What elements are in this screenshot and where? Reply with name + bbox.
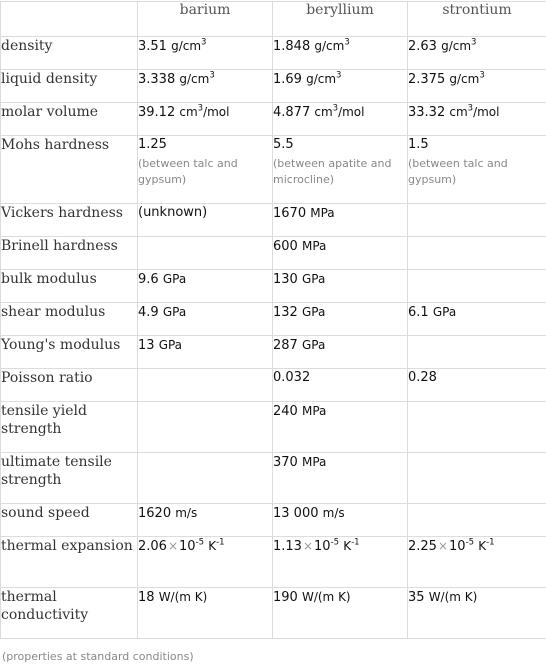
table-cell: 190 W/(m K) (273, 588, 408, 639)
row-label: Brinell hardness (1, 237, 138, 270)
table-cell: 600 MPa (273, 237, 408, 270)
row-label: density (1, 37, 138, 70)
table-cell (138, 402, 273, 453)
note: (between talc and gypsum) (138, 157, 238, 186)
table-row (1, 136, 546, 204)
row-label: thermal conductivity (1, 588, 138, 639)
table-cell: 33.32 $cm^3$/mol (408, 103, 546, 136)
row-label: thermal expansion (1, 537, 138, 588)
table-cell (408, 336, 546, 369)
table-cell: $2.06\times 10^{-5}$ $K^{-1}$ (138, 537, 273, 588)
header-row (1, 2, 546, 37)
row-label: Vickers hardness (1, 204, 138, 237)
row-label: molar volume (1, 103, 138, 136)
table-row (1, 37, 546, 70)
table-cell (408, 504, 546, 537)
table-cell: 0.28 (408, 369, 546, 402)
table-row (1, 402, 546, 453)
row-label: shear modulus (1, 303, 138, 336)
properties-table (0, 1, 546, 639)
table-cell: 1.5 (between talc and gypsum) (408, 136, 546, 204)
table-row (1, 70, 546, 103)
table-row (1, 204, 546, 237)
table-cell: 4.9 GPa (138, 303, 273, 336)
table-cell (408, 453, 546, 504)
table-cell: 3.338 $g/cm^3$ (138, 70, 273, 103)
row-label: ultimate tensile strength (1, 453, 138, 504)
column-header-barium: barium (138, 2, 273, 37)
table-cell (138, 369, 273, 402)
row-label: tensile yield strength (1, 402, 138, 453)
table-row (1, 270, 546, 303)
table-row (1, 588, 546, 639)
table-cell: 9.6 GPa (138, 270, 273, 303)
table-cell: 370 MPa (273, 453, 408, 504)
table-cell: 2.63 $g/cm^3$ (408, 37, 546, 70)
table-row (1, 537, 546, 588)
footer-note: (properties at standard conditions) (2, 650, 194, 663)
table-cell: 13 000 m/s (273, 504, 408, 537)
table-cell: 2.375 $g/cm^3$ (408, 70, 546, 103)
table-cell: (unknown) (138, 204, 273, 237)
table-cell: 3.51 $g/cm^3$ (138, 37, 273, 70)
row-label: sound speed (1, 504, 138, 537)
table-cell (138, 453, 273, 504)
table-cell: 130 GPa (273, 270, 408, 303)
table-cell: 132 GPa (273, 303, 408, 336)
table-cell: 39.12 $cm^3$/mol (138, 103, 273, 136)
table-row (1, 504, 546, 537)
note: (between talc and gypsum) (408, 157, 508, 186)
table-cell: 18 W/(m K) (138, 588, 273, 639)
table-cell: 4.877 $cm^3$/mol (273, 103, 408, 136)
table-cell: 1.848 $g/cm^3$ (273, 37, 408, 70)
table-cell: 6.1 GPa (408, 303, 546, 336)
table-cell: 240 MPa (273, 402, 408, 453)
table-cell: 1.69 $g/cm^3$ (273, 70, 408, 103)
table-cell: 13 GPa (138, 336, 273, 369)
table-row (1, 303, 546, 336)
table-row (1, 336, 546, 369)
table-cell: 0.032 (273, 369, 408, 402)
note: (between apatite and microcline) (273, 157, 392, 186)
table-cell: 287 GPa (273, 336, 408, 369)
table-row (1, 453, 546, 504)
table-cell (408, 270, 546, 303)
table-cell (138, 237, 273, 270)
table-cell: 1620 m/s (138, 504, 273, 537)
column-header-strontium: strontium (408, 2, 546, 37)
table-cell: $1.13\times 10^{-5}$ $K^{-1}$ (273, 537, 408, 588)
row-label: bulk modulus (1, 270, 138, 303)
table-row (1, 237, 546, 270)
table-row (1, 369, 546, 402)
header-empty-cell (1, 2, 138, 37)
table-cell: 35 W/(m K) (408, 588, 546, 639)
table-cell (408, 237, 546, 270)
table-cell: 5.5 (between apatite and microcline) (273, 136, 408, 204)
row-label: Young's modulus (1, 336, 138, 369)
table-cell (408, 204, 546, 237)
table-row (1, 103, 546, 136)
row-label: Poisson ratio (1, 369, 138, 402)
column-header-beryllium: beryllium (273, 2, 408, 37)
table-cell: $2.25\times 10^{-5}$ $K^{-1}$ (408, 537, 546, 588)
row-label: Mohs hardness (1, 136, 138, 204)
table-cell: 1670 MPa (273, 204, 408, 237)
table-cell: 1.25 (between talc and gypsum) (138, 136, 273, 204)
table-cell (408, 402, 546, 453)
row-label: liquid density (1, 70, 138, 103)
